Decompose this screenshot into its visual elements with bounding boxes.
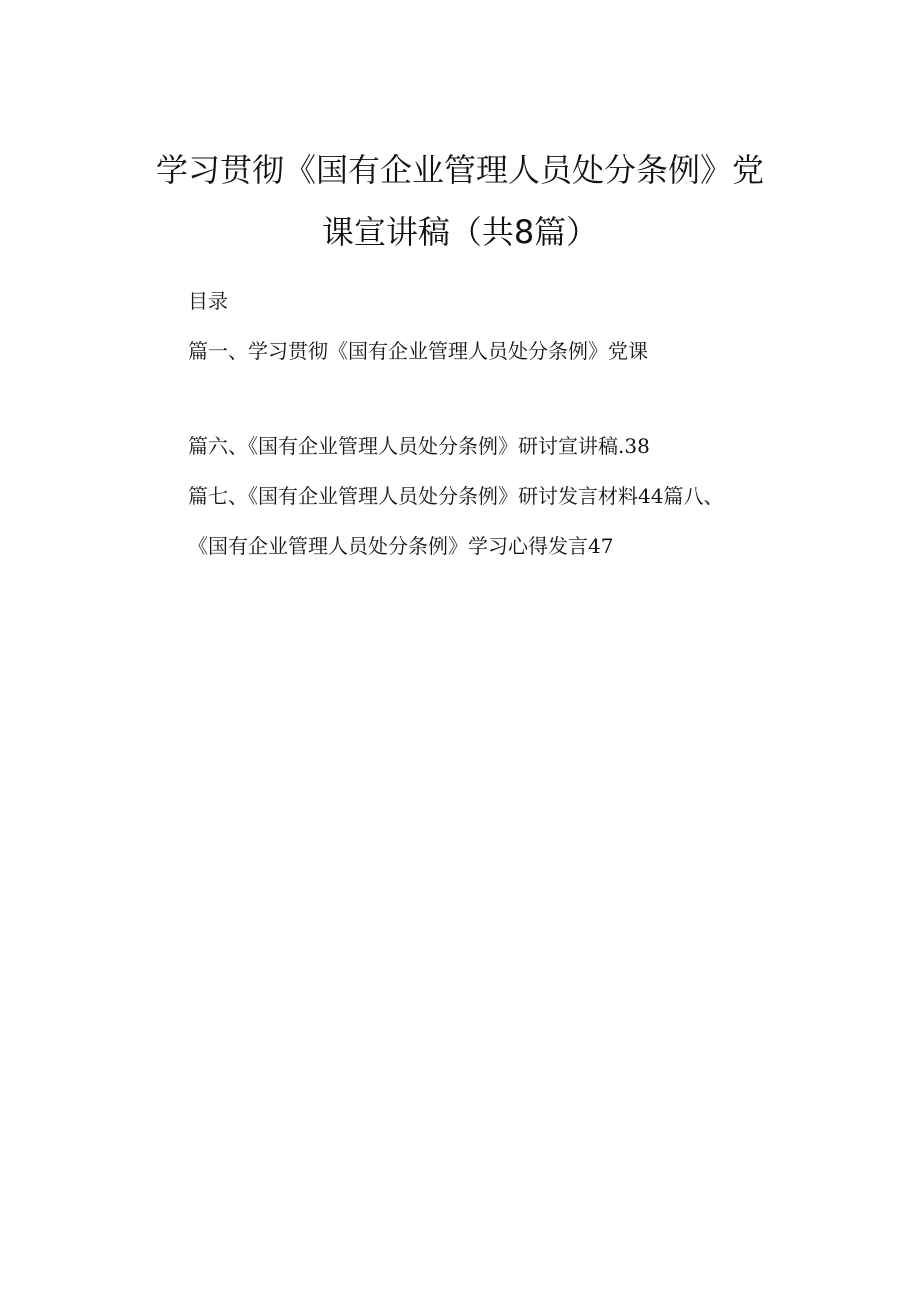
- toc-entry: 篇一、学习贯彻《国有企业管理人员处分条例》党课: [188, 339, 648, 363]
- toc-entry: 篇七、《国有企业管理人员处分条例》研讨发言材料44篇八、: [188, 484, 724, 508]
- document-title-line-2: 课宣讲稿（共8篇）: [321, 213, 599, 251]
- toc-entry: 《国有企业管理人员处分条例》学习心得发言47: [188, 534, 614, 558]
- toc-heading: 目录: [188, 289, 228, 313]
- toc-entry: 篇六、《国有企业管理人员处分条例》研讨宣讲稿.38: [188, 434, 650, 458]
- document-title-line-1: 学习贯彻《国有企业管理人员处分条例》党: [155, 151, 764, 189]
